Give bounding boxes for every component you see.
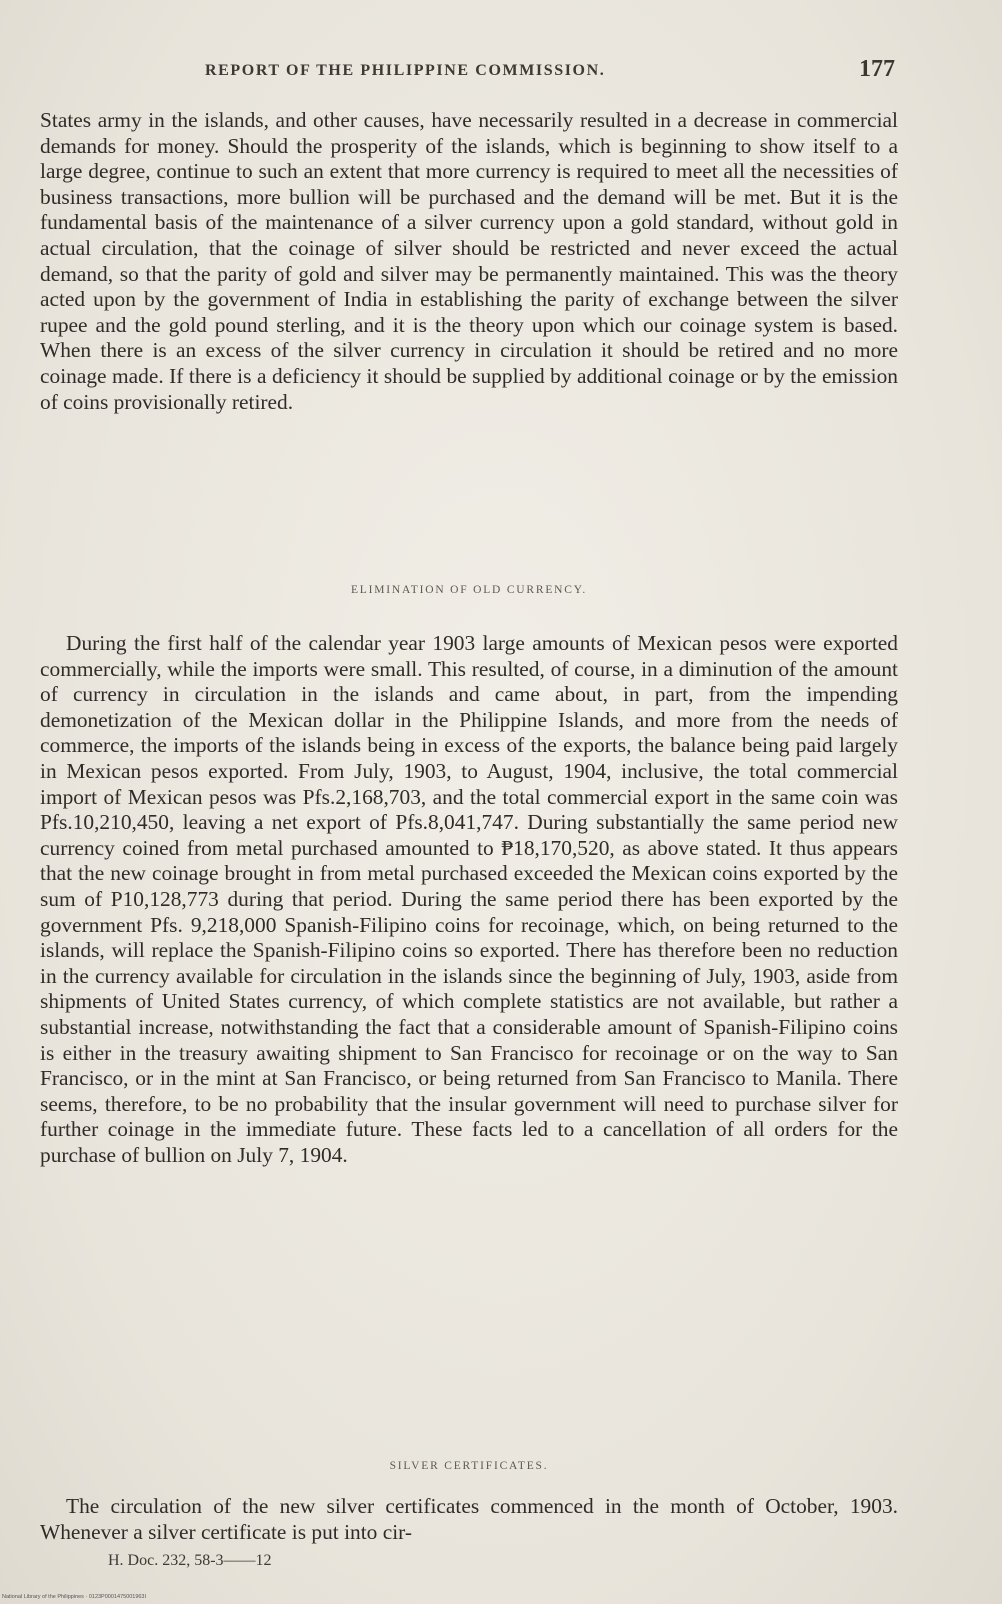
- paragraph-coinage-parity: States army in the islands, and other causes, have necessarily resulted in a decrease in commercial demands for money. Should the prosperity of the islands, which is beginning to show itself to a large degree, continue to such an extent that more currency is required to meet all the necessities of business transactions, more bullion will be purchased and the demand will be met. But it is the fundamental basis of the maintenance of a silver currency upon a gold standard, without gold in actual circulation, that the coinage of silver should be restricted and never exceed the actual demand, so that the parity of gold and silver may be permanently maintained. This was the theory acted upon by the government of India in establishing the parity of exchange between the silver rupee and the gold pound sterling, and it is the theory upon which our coinage system is based. When there is an excess of the silver currency in circulation it should be retired and no more coinage made. If there is a deficiency it should be supplied by additional coinage or by the emission of coins provisionally retired.: [40, 108, 898, 414]
- section-heading-silver-certificates: SILVER CERTIFICATES.: [389, 1460, 549, 1472]
- paragraph-silver-certificates: The circulation of the new silver certificates commenced in the month of October, 1903. Whenever a silver certificate is put into cir-: [40, 1494, 898, 1544]
- page-number: 177: [859, 56, 895, 82]
- section-heading-elimination: ELIMINATION OF OLD CURRENCY.: [350, 584, 588, 596]
- paragraph-mexican-pesos: During the first half of the calendar year 1903 large amounts of Mexican pesos were exported commercially, while the imports were small. This resulted, of course, in a diminution of the amount of currency in circulation in the islands and came about, in part, from the impending demonetization of the Mexican dollar in the Philippine Islands, and more from the needs of commerce, the imports of the islands being in excess of the exports, the balance being paid largely in Mexican pesos exported. From July, 1903, to August, 1904, inclusive, the total commercial import of Mexican pesos was Pfs.2,168,703, and the total commercial export in the same coin was Pfs.10,210,450, leaving a net export of Pfs.8,041,747. During substantially the same period new currency coined from metal purchased amounted to ₱18,170,520, as above stated. It thus appears that the new coinage brought in from metal purchased exceeded the Mexican coins exported by the sum of P10,128,773 during that period. During the same period there has been exported by the government Pfs. 9,218,000 Spanish-Filipino coins for recoinage, which, on being returned to the islands, will replace the Spanish-Filipino coins so exported. There has therefore been no reduction in the currency available for circulation in the islands since the beginning of July, 1903, aside from shipments of United States currency, of which complete statistics are not available, but rather a substantial increase, notwithstanding the fact that a considerable amount of Spanish-Filipino coins is either in the treasury awaiting shipment to San Francisco for recoinage or on the way to San Francisco, or in the mint at San Francisco, or being returned from San Francisco to Manila. There seems, therefore, to be no probability that the insular government will need to purchase silver for further coinage in the immediate future. These facts led to a cancellation of all orders for the purchase of bullion on July 7, 1904.: [40, 631, 898, 1167]
- document-signature: H. Doc. 232, 58-3——12: [108, 1552, 272, 1569]
- scan-credit: National Library of the Philippines · 0123P0001475001963I: [2, 1594, 147, 1600]
- page-header: [205, 56, 895, 84]
- running-head: REPORT OF THE PHILIPPINE COMMISSION.: [205, 62, 606, 79]
